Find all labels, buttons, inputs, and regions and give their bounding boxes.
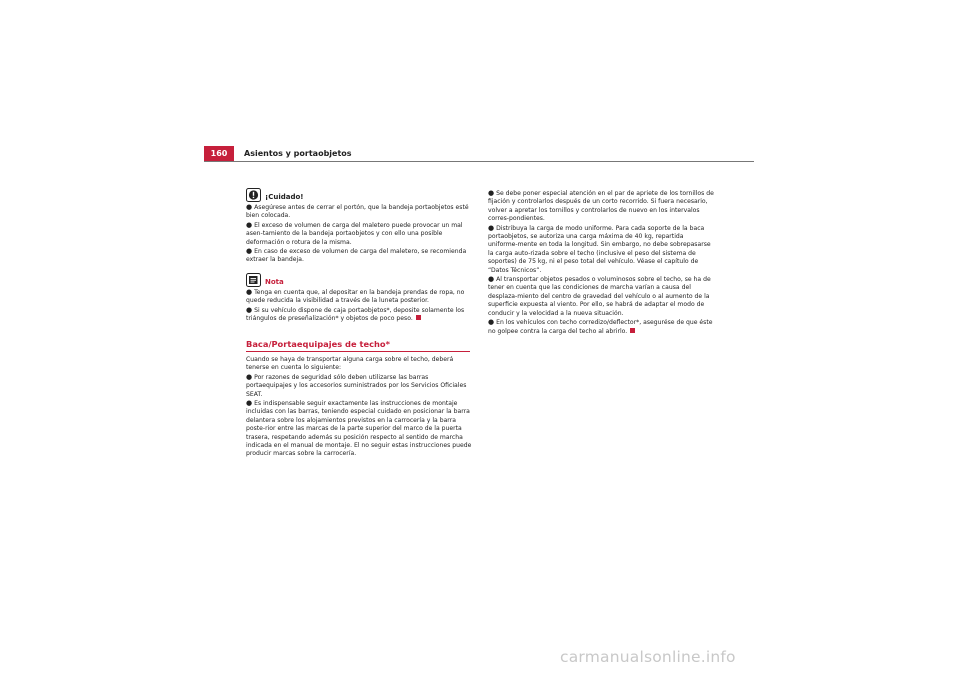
caution-item: ● En caso de exceso de volumen de carga del maletero, se recomienda extraer la bandeja. [246,247,467,264]
running-title: Asientos y portaobjetos [244,149,352,158]
section-intro: Cuando se haya de transportar alguna carga sobre el techo, deberá tenerse en cuenta lo siguiente: [246,355,454,372]
list-item: ● Al transportar objetos pesados o voluminosos sobre el techo, se ha de tener en cuenta que las condiciones de marcha varían a causa del desplaza-miento del centro de gravedad del vehículo o al aumento de la superficie expuesta al viento. Por ello, se habrá de adaptar el modo de conducir y la velocidad a la nueva situación. [488,275,711,317]
note-icon [246,273,261,287]
bullet: ● [246,398,253,407]
bullet: ● [246,247,253,256]
bullet: ● [246,372,253,381]
list-item: ● Por razones de seguridad sólo deben utilizarse las barras portaequipajes y los accesorios suministrados por los Servicios Oficiales SEAT. [246,372,467,398]
bullet: ● [246,305,253,314]
note-header [246,273,474,287]
watermark: carmanualsonline.info [560,648,736,666]
note-title: Nota [265,277,284,286]
bullet: ● [488,275,495,284]
caution-header [246,188,474,202]
right-column [488,189,714,336]
header-rule [204,161,754,162]
note-item: ● Tenga en cuenta que, al depositar en la bandeja prendas de ropa, no quede reducida la visibilidad a través de la luneta posterior. [246,287,465,305]
caution-title: ¡Cuidado! [265,193,304,202]
end-marker [630,328,635,333]
section-title: Baca/Portaequipajes de techo* [246,340,470,351]
bullet: ● [488,318,495,327]
caution-item: ● Asegúrese antes de cerrar el portón, que la bandeja portaobjetos esté bien colocada. [246,203,469,220]
note-item: ● Si su vehículo dispone de caja portaobjetos*, deposite solamente los triángulos de preseñalización* y objetos de poco peso. [246,305,465,323]
bullet: ● [488,189,495,197]
bullet: ● [488,223,495,232]
bullet: ● [246,203,253,211]
list-item: ● En los vehículos con techo corredizo/deflector*, asegurése de que éste no golpee contra la carga del techo al abrirlo. [488,318,713,335]
page-number: 160 [204,146,234,162]
bullet: ● [246,220,253,229]
list-item: ● Es indispensable seguir exactamente las instrucciones de montaje incluidas con las barras, teniendo especial cuidado en posicionar la barra delantera sobre los alojamientos previstos en la carrocería y la barra poste-rior entre las marcas de la parte superior del marco de la puerta trasera, respetando además su posición respecto al sentido de marcha indicada en el manual de montaje. El no seguir estas instrucciones puede producir marcas sobre la carrocería. [246,398,472,458]
list-item: ● Distribuya la carga de modo uniforme. Para cada soporte de la baca portaobjetos, se autoriza una carga máxima de 40 kg, repartida uniforme-mente en toda la longitud. Sin embargo, no debe sobrepasarse la carga auto-rizada sobre el techo (inclusive el peso del sistema de soportes) de 75 kg, ni el peso total del vehículo. Véase el capítulo de “Datos Técnicos”. [488,223,711,274]
list-item: ● Se debe poner especial atención en el par de apriete de los tornillos de fijación y controlarlos después de un corto recorrido. Si fuera necesario, volver a apretar los tornillos y controlarlos de nuevo en los intervalos corres-pondientes. [488,189,714,223]
left-column [246,188,474,459]
bullet: ● [246,287,253,296]
warning-icon [246,188,261,202]
caution-item: ● El exceso de volumen de carga del maletero puede provocar un mal asen-tamiento de la bandeja portaobjetos y con ello una posible deformación o rotura de la misma. [246,220,463,246]
end-marker [416,315,421,320]
